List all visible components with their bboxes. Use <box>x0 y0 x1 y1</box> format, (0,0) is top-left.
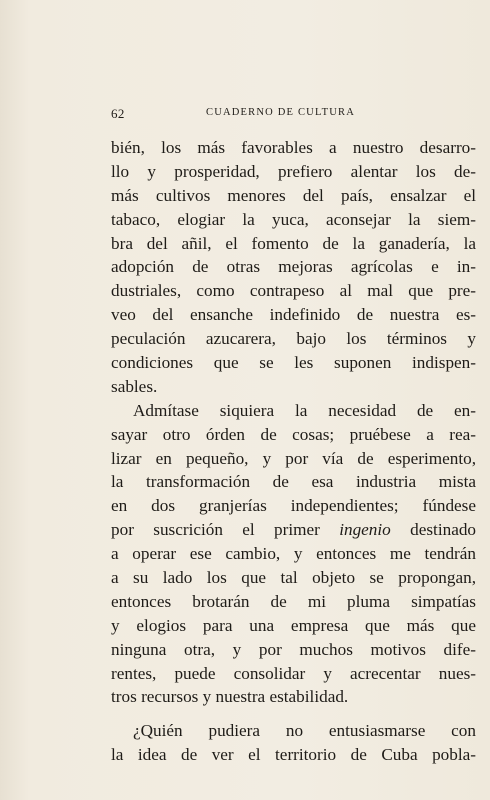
text-line: a operar ese cambio, y entonces me tendrán <box>111 544 476 564</box>
italic-word: ingenio <box>339 520 391 540</box>
text-segment: por suscrición el primer <box>111 520 320 540</box>
text-line: ninguna otra, y por muchos motivos dife- <box>111 639 476 659</box>
running-head <box>111 106 379 122</box>
paragraph-1 <box>111 136 476 399</box>
text-line: ¿Quién pudiera no entusiasmarse con <box>133 721 476 741</box>
text-line: llo y prosperidad, prefiero alentar los de- <box>111 161 476 181</box>
text-line: sayar otro órden de cosas; pruébese a rea- <box>111 424 476 444</box>
body-text <box>111 136 476 767</box>
running-title: CUADERNO DE CULTURA <box>206 107 355 118</box>
paragraph-3 <box>111 719 476 767</box>
text-line: adopción de otras mejoras agrícolas e in- <box>111 257 476 277</box>
text-line: bién, los más favorables a nuestro desarro- <box>111 138 476 157</box>
text-line: peculación azucarera, bajo los términos y <box>111 329 476 349</box>
text-line: bra del añil, el fomento de la ganadería, la <box>111 233 476 253</box>
text-line: más cultivos menores del país, ensalzar el <box>111 185 476 205</box>
text-line: y elogios para una empresa que más que <box>111 615 476 635</box>
paragraph-2 <box>111 399 476 710</box>
text-line: la idea de ver el territorio de Cuba pobla- <box>111 745 476 765</box>
page-number: 62 <box>111 106 125 121</box>
text-line: veo del ensanche indefinido de nuestra es- <box>111 305 476 325</box>
paragraph-gap <box>111 709 476 719</box>
text-line: sables. <box>111 376 158 396</box>
text-line: condiciones que se les suponen indispen- <box>111 353 476 373</box>
text-line: entonces brotarán de mi pluma simpatías <box>111 591 476 611</box>
text-line: lizar en pequeño, y por vía de esperimento, <box>111 448 476 468</box>
text-line: tros recursos y nuestra estabilidad. <box>111 687 349 707</box>
text-line: a su lado los que tal objeto se propongan, <box>111 568 476 588</box>
text-line: en dos granjerías independientes; fúndese <box>111 496 476 516</box>
text-line-with-italic <box>111 518 476 542</box>
text-line: Admítase siquiera la necesidad de en- <box>133 400 476 420</box>
text-line: dustriales, como contrapeso al mal que pre- <box>111 281 476 301</box>
text-line: rentes, puede consolidar y acrecentar nues- <box>111 663 476 683</box>
text-segment: destinado <box>410 520 477 540</box>
text-line: tabaco, elogiar la yuca, aconsejar la siem- <box>111 209 476 229</box>
text-line: la transformación de esa industria mista <box>111 472 476 492</box>
